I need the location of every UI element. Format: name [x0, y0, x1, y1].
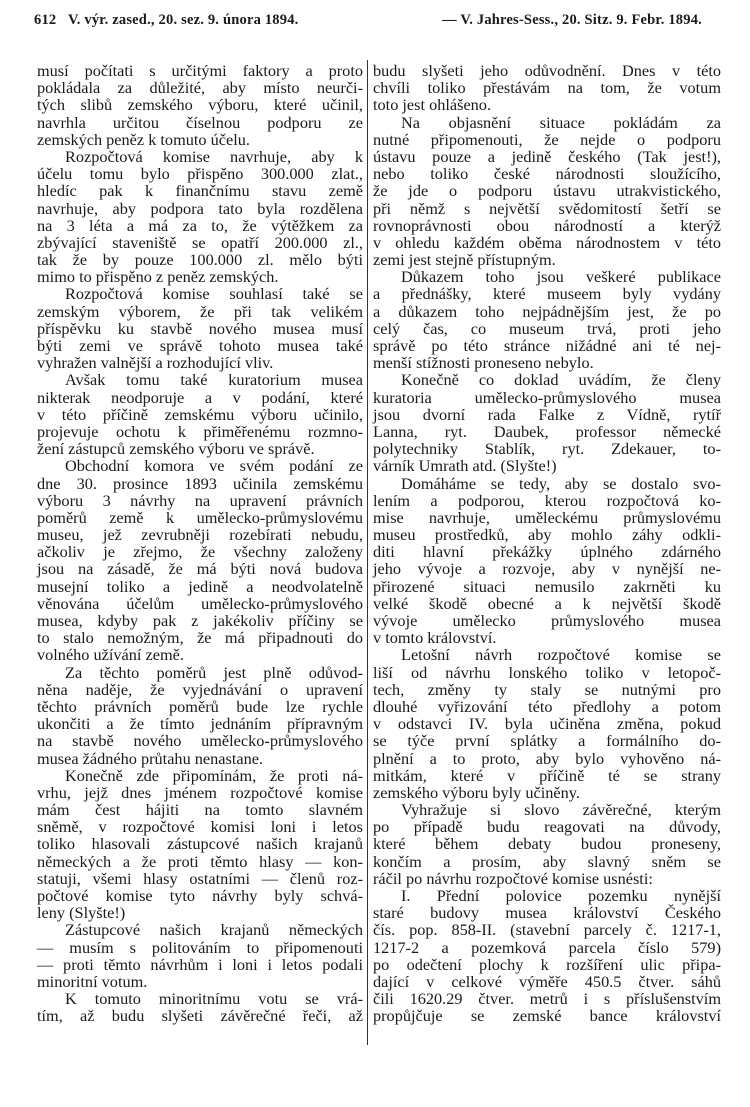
- text-line: sněmě, v rozpočtové komisi loni i letos: [37, 817, 363, 837]
- text-line: v této příčině zemskému výboru učinilo,: [37, 404, 363, 424]
- header-german: — V. Jahres-Sess., 20. Sitz. 9. Febr. 1894.: [442, 12, 702, 28]
- text-line: Za těchto poměrů jest plně odůvod-: [65, 662, 363, 682]
- text-line: volného užívání země.: [37, 645, 184, 665]
- text-line: Obchodní komora ve svém podání ze: [65, 456, 363, 476]
- text-line: nikterak neodporuje a v podání, které: [37, 387, 363, 407]
- text-line: přirozené situaci nemusilo zakrněti ku: [373, 576, 721, 596]
- text-line: kuratoria umělecko-průmyslového musea: [373, 387, 721, 407]
- text-line: leny (Slyšte!): [37, 903, 126, 923]
- text-line: diti hlavní překážky úplného zdárného: [373, 542, 721, 562]
- paragraph: [37, 990, 363, 1024]
- text-line: Konečně co doklad uvádím, že členy: [401, 370, 721, 390]
- paragraph: [37, 457, 363, 663]
- text-line: v tomto království.: [373, 628, 497, 648]
- text-line: 1217-2 a pozemková parcela číslo 579): [373, 937, 721, 957]
- paragraph: [37, 664, 363, 767]
- text-line: vyhražen valnější a rozhodující vliv.: [37, 353, 274, 373]
- paragraph: [373, 62, 721, 114]
- text-line: nebo toliko české národnosti sloužícího,: [373, 164, 721, 184]
- text-line: museu, jež zevrubněji rozebírati nebudu,: [37, 525, 363, 545]
- paragraph: [373, 371, 721, 474]
- text-line: Zástupcové našich krajanů německých: [65, 920, 363, 940]
- text-line: dne 30. prosince 1893 učinila zemskému: [37, 473, 363, 493]
- text-line: plnění a to proto, aby bylo vyhověno ná-: [373, 748, 721, 768]
- text-line: zbývající staveniště se opatří 200.000 zl.,: [37, 232, 363, 252]
- text-line: vrhu, jejž dnes jménem rozpočtové komise: [37, 782, 363, 802]
- text-line: Lanna, ryt. Daubek, professor německé: [373, 421, 721, 441]
- text-line: Avšak tomu také kuratorium musea: [65, 370, 363, 390]
- text-line: výboru 3 návrhy na upravení právních: [37, 490, 363, 510]
- header-left: [34, 12, 298, 29]
- text-line: navrhuje, aby podpora tato byla rozdělena: [37, 198, 363, 218]
- text-line: dající v celkové výměře 450.5 čtver. sáhů: [373, 971, 721, 991]
- text-line: zemských peněz k tomuto účelu.: [37, 129, 250, 149]
- text-line: mimo to přispěno z peněz zemských.: [37, 267, 279, 287]
- text-line: I. Přední polovice pozemku nynější: [401, 886, 721, 905]
- text-line: mitkám, které v příčině té se strany: [373, 765, 721, 785]
- text-line: musea žádného průtahu nenastane.: [37, 748, 264, 768]
- text-line: jeho vývoje a rozvoje, aby v nynější ne-: [373, 559, 721, 579]
- paragraph: [373, 801, 721, 887]
- text-line: Rozpočtová komise souhlasí také se: [65, 284, 363, 304]
- text-line: Rozpočtová komise navrhuje, aby k: [65, 146, 363, 166]
- text-line: na 3 léta a má za to, že výtěžkem za: [37, 215, 363, 235]
- text-line: velké škodě obecné a k největší škodě: [373, 593, 721, 613]
- text-line: mise navrhuje, uměleckému průmyslovému: [373, 507, 721, 527]
- text-line: čís. pop. 858-II. (stavební parcely č. 1217-1,: [373, 920, 721, 940]
- text-line: Letošní návrh rozpočtové komise se: [401, 645, 721, 665]
- text-line: várník Umrath atd. (Slyšte!): [373, 456, 557, 476]
- paragraph: [373, 475, 721, 647]
- text-line: to stalo nemožným, že má připadnouti do: [37, 628, 363, 648]
- text-line: hledíc pak k finančnímu stavu země: [37, 181, 363, 201]
- paragraph: [37, 921, 363, 990]
- text-line: budu slyšeti jeho odůvodnění. Dnes v této: [373, 61, 721, 80]
- text-line: příspěvku ku stavbě nového musea musí: [37, 318, 363, 338]
- text-line: na stavbě nového umělecko-průmyslového: [37, 731, 363, 751]
- text-line: polytechniky Stablík, ryt. Zdekauer, to-: [373, 439, 721, 459]
- paragraph: [37, 148, 363, 286]
- paragraph: [37, 767, 363, 922]
- text-line: projevuje ochotu k přiměřenému rozmno-: [37, 421, 363, 441]
- text-line: nutné připomenouti, že nejde o podporu: [373, 129, 721, 149]
- text-line: poměrů země k umělecko-průmyslovému: [37, 507, 363, 527]
- text-line: musea, kdyby pak z jakékoliv příčiny se: [37, 611, 363, 630]
- text-line: a přednášky, které museem byly vydány: [373, 284, 721, 304]
- text-line: tím, až budu slyšeti závěrečné řeči, až: [37, 1006, 363, 1026]
- text-line: propůjčuje se zemské bance království: [373, 1006, 721, 1026]
- text-line: Vyhražuje si slovo závěrečné, kterým: [401, 800, 721, 820]
- right-column: [373, 62, 721, 1025]
- text-line: lením a podporou, kterou rozpočtová ko-: [373, 490, 721, 510]
- text-line: těchto právních poměrů bude lze rychle: [37, 696, 363, 716]
- text-line: a důkazem toho nejpádnějším jest, že po: [373, 301, 721, 321]
- paragraph: [373, 268, 721, 371]
- text-line: minoritní votum.: [37, 971, 148, 991]
- text-line: zemským výborem, že při tak velikém: [37, 301, 363, 321]
- left-column: [37, 62, 363, 1025]
- text-line: toliko hlasovali zástupcové našich krajanů: [37, 834, 363, 854]
- text-line: K tomuto minoritnímu votu se vrá-: [65, 989, 363, 1009]
- text-line: že jde o podporu ústavu utrakvistického,: [373, 181, 721, 201]
- text-line: celý čas, co museum trvá, proti jeho: [373, 318, 721, 338]
- text-line: rovnoprávnosti obou národností a kterýž: [373, 215, 721, 235]
- text-line: navrhla určitou číselnou podporu ze: [37, 112, 363, 132]
- text-line: po případě budu reagovati na důvody,: [373, 817, 721, 837]
- header-czech: V. výr. zased., 20. sez. 9. února 1894.: [67, 12, 299, 28]
- text-line: staré budovy musea království Českého: [373, 903, 721, 923]
- text-line: dlouhé vyřizování této předlohy a potom: [373, 696, 721, 716]
- text-line: při němž s největší svědomitostí šetří se: [373, 198, 721, 218]
- text-line: po odečtení plochy k rozšíření ulic připa-: [373, 954, 721, 974]
- text-line: správě po této stránce nižádné ani té nej-: [373, 336, 721, 355]
- text-line: statuji, všemi hlasy ostatními — členů roz-: [37, 868, 363, 888]
- text-line: ráčil po návrhu rozpočtové komise usnésti:: [373, 868, 653, 888]
- text-line: mám čest hájiti na tomto slavném: [37, 800, 363, 820]
- text-line: — proti těmto návrhům i loni i letos podali: [37, 954, 363, 974]
- text-line: končím a prosím, aby slavný sněm se: [373, 851, 721, 871]
- text-line: německých a že proti těmto hlasy — kon-: [37, 851, 363, 871]
- page-number: 612: [34, 12, 57, 28]
- text-line: ukončiti a že tímto jednáním přípravným: [37, 714, 363, 734]
- text-line: pokládala za důležité, aby místo neurči-: [37, 78, 363, 98]
- text-line: žení zástupců zemského výboru ve správě.: [37, 439, 315, 459]
- text-line: ústavu pouze a jedině českého (Tak jest!),: [373, 146, 721, 166]
- text-line: toto jest ohlášeno.: [373, 95, 492, 115]
- text-line: které během debaty budou proneseny,: [373, 834, 721, 854]
- paragraph: [373, 646, 721, 801]
- text-line: tech, změny ty staly se nutnými pro: [373, 679, 721, 699]
- text-line: věnována účelům umělecko-průmyslového: [37, 593, 363, 613]
- text-line: Konečně zde připomínám, že proti ná-: [65, 765, 363, 785]
- text-line: zemi jest stejně přístupným.: [373, 250, 556, 270]
- text-line: musejní toliko a jedině a neodvolatelně: [37, 576, 363, 596]
- column-divider: [367, 60, 368, 1045]
- text-line: čili 1620.29 čtver. metrů i s příslušenstvím: [373, 989, 721, 1009]
- paragraph: [37, 285, 363, 371]
- text-line: vývoje umělecko průmyslového musea: [373, 611, 721, 630]
- paragraph: [373, 887, 721, 1025]
- text-line: Domáháme se tedy, aby se dostalo svo-: [401, 473, 721, 493]
- text-line: ačkoliv je zřejmo, že všechny založeny: [37, 542, 363, 562]
- text-line: museu prostředků, aby mohlo záhy odkli-: [373, 525, 721, 545]
- text-line: Na objasnění situace pokládám za: [401, 112, 721, 132]
- text-line: se týče první splátky a formálního do-: [373, 731, 721, 751]
- text-line: musí počítati s určitými faktory a proto: [37, 61, 363, 80]
- text-line: tak že by pouze 100.000 zl. mělo býti: [37, 250, 363, 270]
- text-line: jsou dvorní rada Falke z Vídně, rytíř: [373, 404, 721, 424]
- paragraph: [37, 62, 363, 148]
- text-line: Důkazem toho jsou veškeré publikace: [401, 267, 721, 287]
- paragraph: [373, 114, 721, 269]
- text-line: tých slibů zemského výboru, které učinil,: [37, 95, 363, 115]
- text-line: býti zemi ve správě tohoto musea také: [37, 336, 363, 355]
- text-line: jsou na zásadě, že má býti nová budova: [37, 559, 363, 579]
- text-line: v ohledu každém oběma národnostem v této: [373, 232, 721, 252]
- text-line: v odstavci IV. byla učiněna změna, pokud: [373, 714, 721, 734]
- text-line: — musím s politováním to připomenouti: [37, 937, 363, 957]
- text-line: počtové komise tyto návrhy byly schvá-: [37, 886, 363, 905]
- text-line: menší stížnosti proneseno nebylo.: [373, 353, 594, 373]
- text-line: chvíli toliko přestávám na tom, že votum: [373, 78, 721, 98]
- text-line: zemského výboru byly učiněny.: [373, 782, 580, 802]
- text-line: účelu tomu bylo přispěno 300.000 zlat.,: [37, 164, 363, 184]
- text-line: něna naděje, že vyjednávání o upravení: [37, 679, 363, 699]
- text-line: liší od návrhu lonského toliko v letopoč-: [373, 662, 721, 682]
- running-header: [34, 12, 702, 34]
- paragraph: [37, 371, 363, 457]
